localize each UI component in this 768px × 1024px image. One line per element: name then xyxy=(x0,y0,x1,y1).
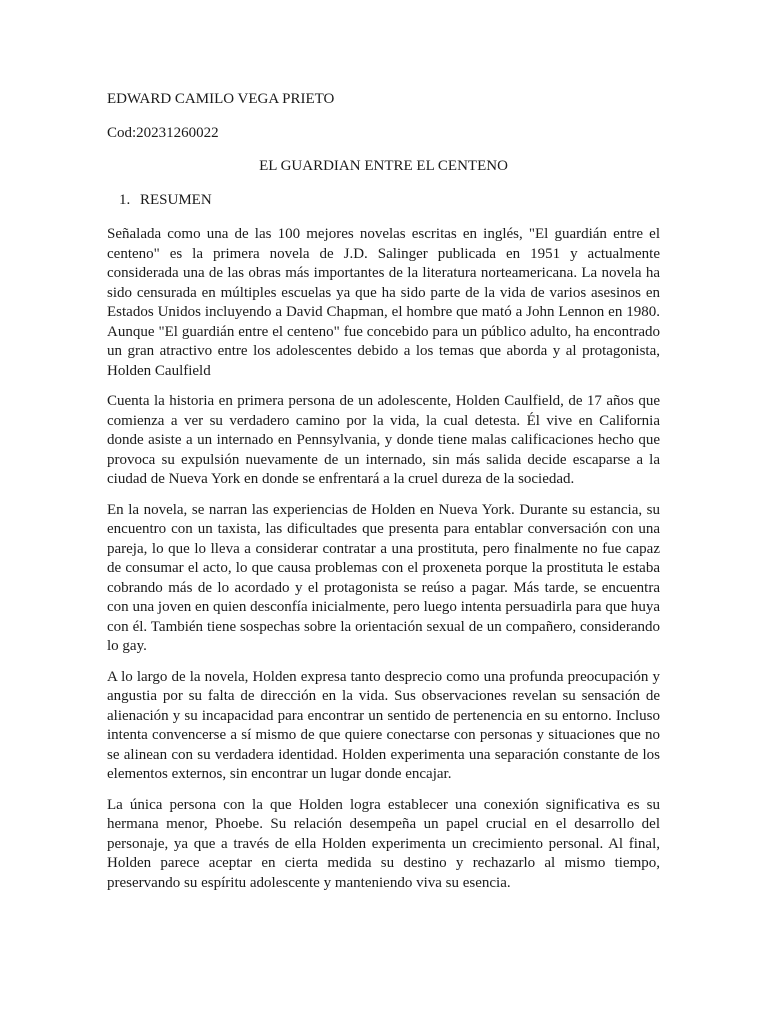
paragraph-4: A lo largo de la novela, Holden expresa tanto desprecio como una profunda preocupación y angustia por su falta de dirección en la vida. Sus observaciones revelan su sensación de alienación y su incapacidad para encontrar un sentido de pertenencia en su entorno. Incluso intenta convencerse a sí mismo de que quiere conectarse con personas y situaciones que no se alinean con su verdadera identidad. Holden experimenta una separación constante de los elementos externos, sin encontrar un lugar donde encajar. xyxy=(107,668,660,782)
document-page xyxy=(107,90,660,904)
section-number: 1. xyxy=(119,191,131,208)
paragraph-5: La única persona con la que Holden logra establecer una conexión significativa es su hermana menor, Phoebe. Su relación desempeña un papel crucial en el desarrollo del personaje, ya que a través de ella Holden experimenta un crecimiento personal. Al final, Holden parece aceptar en cierta medida su destino y rechazarlo al mismo tiempo, preservando su espíritu adolescente y manteniendo viva su esencia. xyxy=(107,796,660,891)
section-heading xyxy=(107,191,660,211)
paragraph-2: Cuenta la historia en primera persona de un adolescente, Holden Caulfield, de 17 años que comienza a ver su verdadero camino por la vida, la cual detesta. Él vive en California donde asiste a un internado en Pennsylvania, y donde tiene malas calificaciones hecho que provoca su expulsión nuevamente de un internado, sin más salida decide escaparse a la ciudad de Nueva York en donde se enfrentará a la cruel dureza de la sociedad. xyxy=(107,393,660,487)
paragraph-3: En la novela, se narran las experiencias de Holden en Nueva York. Durante su estancia, su encuentro con un taxista, las dificultades que presenta para entablar conversación con una pareja, lo que lo lleva a considerar contratar a una prostituta, pero finalmente no fue capaz de consumar el acto, lo que causa problemas con el proxeneta porque la prostituta le estaba cobrando más de lo acordado y el protagonista se reúso a pagar. Más tarde, se encuentra con una joven en quien desconfía inicialmente, pero luego intenta persuadirla para que huya con él. También tiene sospechas sobre la orientación sexual de un compañero, considerando lo gay. xyxy=(107,501,660,654)
author-name: EDWARD CAMILO VEGA PRIETO xyxy=(107,91,335,107)
paragraph-1: Señalada como una de las 100 mejores novelas escritas en inglés, "El guardián entre el centeno" es la primera novela de J.D. Salinger publicada en 1951 y actualmente considerada una de las obras más importantes de la literatura norteamericana. La novela ha sido censurada en múltiples escuelas ya que ha sido parte de la vida de varios asesinos en Estados Unidos incluyendo a David Chapman, el hombre que mató a John Lennon en 1980. Aunque "El guardián entre el centeno" fue concebido para un público adulto, ha encontrado un gran atractivo entre los adolescentes debido a los temas que aborda y al protagonista, Holden Caulfield xyxy=(107,226,660,379)
section-heading-text: RESUMEN xyxy=(140,191,212,208)
student-code: Cod:20231260022 xyxy=(107,124,219,141)
document-title: EL GUARDIAN ENTRE EL CENTENO xyxy=(259,158,508,174)
